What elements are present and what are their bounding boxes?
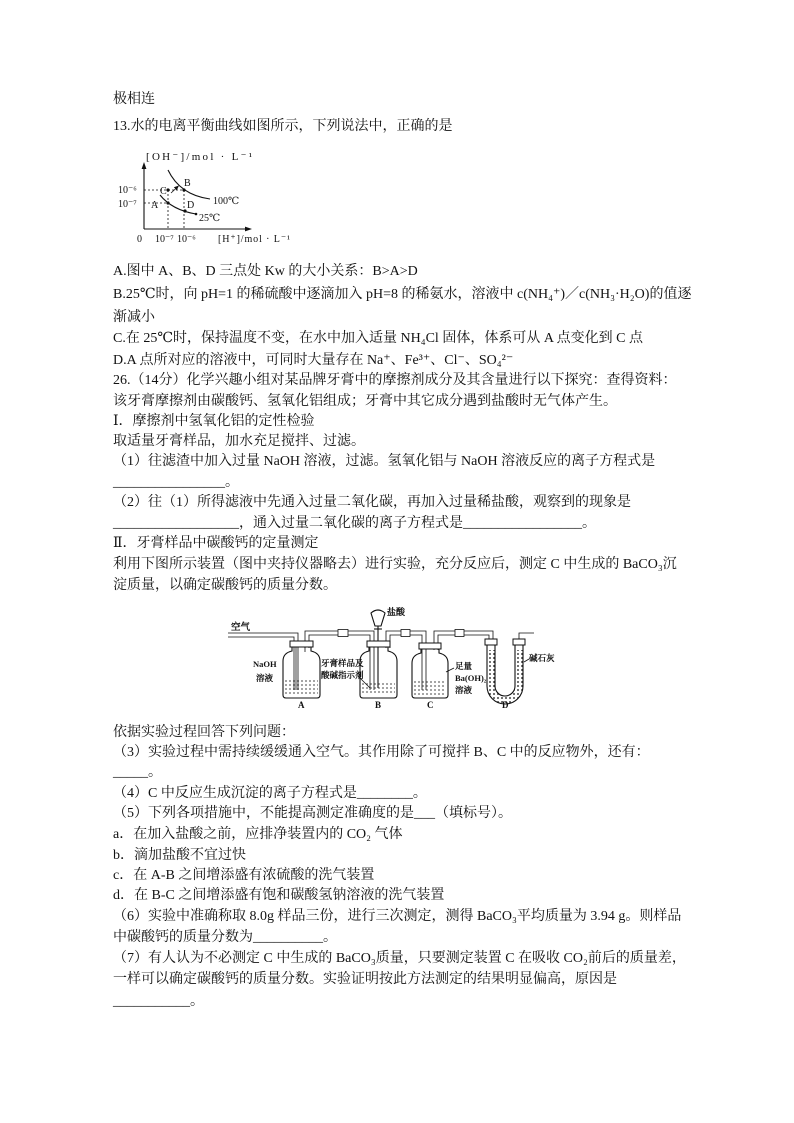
q26-questions-intro: 依据实验过程回答下列问题：	[113, 725, 295, 740]
connector-b-c	[401, 630, 410, 637]
baoh2-label-line3: 溶液	[455, 685, 473, 695]
sample-label-line2: 酸碱指示剂	[321, 670, 364, 680]
y-tick-1e-6: 10⁻⁶	[118, 185, 137, 196]
x-axis-label: [H⁺]/mol · L⁻¹	[218, 234, 290, 245]
bottle-a-stopper	[290, 641, 313, 647]
u-tube-outlet	[519, 633, 534, 639]
q26-intro-line1: 26.（14分）化学兴趣小组对某品牌牙膏中的摩擦剂成分及其含量进行以下探究：查得资料：	[113, 373, 677, 388]
u-tube-right-stopper	[513, 639, 525, 645]
experiment-apparatus-diagram	[225, 600, 565, 712]
q26-sub1-line1: （1）往滤渣中加入过量 NaOH 溶液，过滤。氢氧化铝与 NaOH 溶液反应的离子方程式是	[113, 454, 656, 469]
q26-sub3-blank: _____。	[113, 765, 162, 780]
q26-sub1-blank: ________________。	[113, 475, 239, 490]
q26-part2-intro-line2: 淀质量，以确定碳酸钙的质量分数。	[113, 578, 337, 593]
curve-25c-label: 25℃	[199, 213, 221, 224]
water-ionization-curve-figure	[110, 140, 295, 250]
curve-100c-label: 100℃	[213, 196, 240, 207]
air-label: 空气	[231, 623, 251, 633]
q13-option-c: C.在 25℃时，保持温度不变，在水中加入适量 NH₄Cl 固体，体系可从 A 点变化到 C 点	[113, 331, 644, 346]
q26-sub6-line1: （6）实验中准确称取 8.0g 样品三份，进行三次测定，测得 BaCO₃平均质量为 3.94 g。则样品	[113, 909, 682, 924]
tube-b-to-c-inner	[390, 635, 422, 690]
q13-option-a: A.图中 A、B、D 三点处 Kw 的大小关系：B>A>D	[113, 264, 418, 279]
tube-b-to-c-outer	[386, 631, 426, 690]
q26-part2-heading: Ⅱ．牙膏样品中碳酸钙的定量测定	[113, 536, 319, 551]
separatory-funnel	[371, 610, 385, 626]
baoh2-label-line1: 足量	[455, 661, 473, 671]
x-tick-1e-6: 10⁻⁶	[177, 234, 196, 245]
x-axis-arrow-icon	[245, 227, 252, 232]
point-a-label: A	[151, 200, 159, 211]
tube-c-to-d-inner	[438, 635, 489, 650]
q26-sub7-line2: 一样可以确定碳酸钙的质量分数。实验证明按此方法测定的结果明显偏高，原因是	[113, 972, 617, 987]
baoh2-pointer-line	[446, 668, 454, 672]
y-axis-arrow-icon	[142, 162, 147, 169]
q26-sub3-line1: （3）实验过程中需持续缓缓通入空气。其作用除了可搅拌 B、C 中的反应物外，还有：	[113, 745, 650, 760]
bottle-a-tubes	[296, 647, 305, 690]
q26-intro-line2: 该牙膏摩擦剂由碳酸钙、氢氧化铝组成；牙膏中其它成分遇到盐酸时无气体产生。	[113, 394, 617, 409]
naoh-solution-label: 溶液	[256, 673, 274, 683]
soda-lime-label: 碱石灰	[529, 653, 555, 663]
bottle-c-liquid	[414, 682, 446, 694]
x-tick-origin: 0	[137, 234, 142, 245]
bottle-a-liquid	[285, 681, 318, 693]
q26-sub5-option-d: d．在 B-C 之间增添盛有饱和碳酸氢钠溶液的洗气装置	[113, 888, 445, 903]
x-tick-1e-7: 10⁻⁷	[155, 234, 174, 245]
q26-sub2-line1: （2）往（1）所得滤液中先通入过量二氧化碳，再加入过量稀盐酸，观察到的现象是	[113, 495, 631, 510]
connector-c-d	[455, 630, 464, 637]
q26-sub7-blank: ___________。	[113, 994, 204, 1009]
q26-sub5-option-c: c．在 A-B 之间增添盛有浓硫酸的洗气装置	[113, 868, 375, 883]
point-b-label: B	[184, 178, 191, 189]
q26-sub6-line2: 中碳酸钙的质量分数为__________。	[113, 930, 337, 945]
q26-part1-procedure: 取适量牙膏样品，加水充足搅拌、过滤。	[113, 434, 365, 449]
bottle-a	[283, 646, 320, 698]
q26-sub7-line1: （7）有人认为不必测定 C 中生成的 BaCO₃质量，只要测定装置 C 在吸收 CO₂前后的质量差，	[113, 951, 686, 966]
apparatus-label-b: B	[375, 700, 382, 710]
q26-sub4: （4）C 中反应生成沉淀的离子方程式是________。	[113, 786, 427, 801]
point-a	[166, 201, 169, 204]
q26-sub5: （5）下列各项措施中，不能提高测定准确度的是___（填标号）。	[113, 806, 512, 821]
u-tube-left-stopper	[485, 639, 497, 645]
q13-option-b-line1: B.25℃时，向 pH=1 的稀硫酸中逐滴加入 pH=8 的稀氨水，溶液中 c(NH₄⁺)／c(NH₃·H₂O)的值逐	[113, 287, 692, 302]
u-tube-inner	[495, 644, 515, 696]
point-c	[166, 188, 169, 191]
connector-a-b	[338, 630, 348, 637]
q13-option-d: D.A 点所对应的溶液中，可同时大量存在 Na⁺、Fe³⁺、Cl⁻、SO₄²⁻	[113, 353, 514, 368]
q26-sub2-blanks: __________________，通入过量二氧化碳的离子方程式是_________________。	[113, 516, 596, 531]
apparatus-label-a: A	[298, 700, 305, 710]
q26-sub5-option-b: b．滴加盐酸不宜过快	[113, 848, 246, 863]
q26-part1-heading: Ⅰ．摩擦剂中氢氧化铝的定性检验	[113, 414, 315, 429]
point-c-label: C	[160, 186, 167, 197]
baoh2-label-line2: Ba(OH)₂	[455, 673, 487, 683]
y-axis-label: [OH⁻]/mol · L⁻¹	[146, 151, 252, 163]
naoh-label: NaOH	[253, 659, 277, 669]
q13-stem: 13.水的电离平衡曲线如图所示，下列说法中，正确的是	[113, 119, 453, 134]
curve-25c-end-dot	[195, 213, 198, 216]
q13-option-b-line2: 渐减小	[113, 310, 155, 325]
previous-question-tail: 极相连	[113, 92, 155, 107]
apparatus-label-d: D	[502, 700, 509, 710]
q26-part2-intro-line1: 利用下图所示装置（图中夹持仪器略去）进行实验，充分反应后，测定 C 中生成的 BaCO₃沉	[113, 557, 677, 572]
bottle-c	[412, 648, 448, 698]
hydrochloric-acid-label: 盐酸	[387, 607, 406, 617]
q26-sub5-option-a: a．在加入盐酸之前，应排净装置内的 CO₂ 气体	[113, 827, 403, 842]
y-tick-1e-7: 10⁻⁷	[118, 199, 137, 210]
sample-label-line1: 牙膏样品及	[321, 658, 364, 668]
point-d-label: D	[187, 200, 195, 211]
bottle-b-stopper	[367, 641, 390, 647]
bottle-c-stopper	[419, 643, 441, 649]
apparatus-label-c: C	[427, 700, 434, 710]
